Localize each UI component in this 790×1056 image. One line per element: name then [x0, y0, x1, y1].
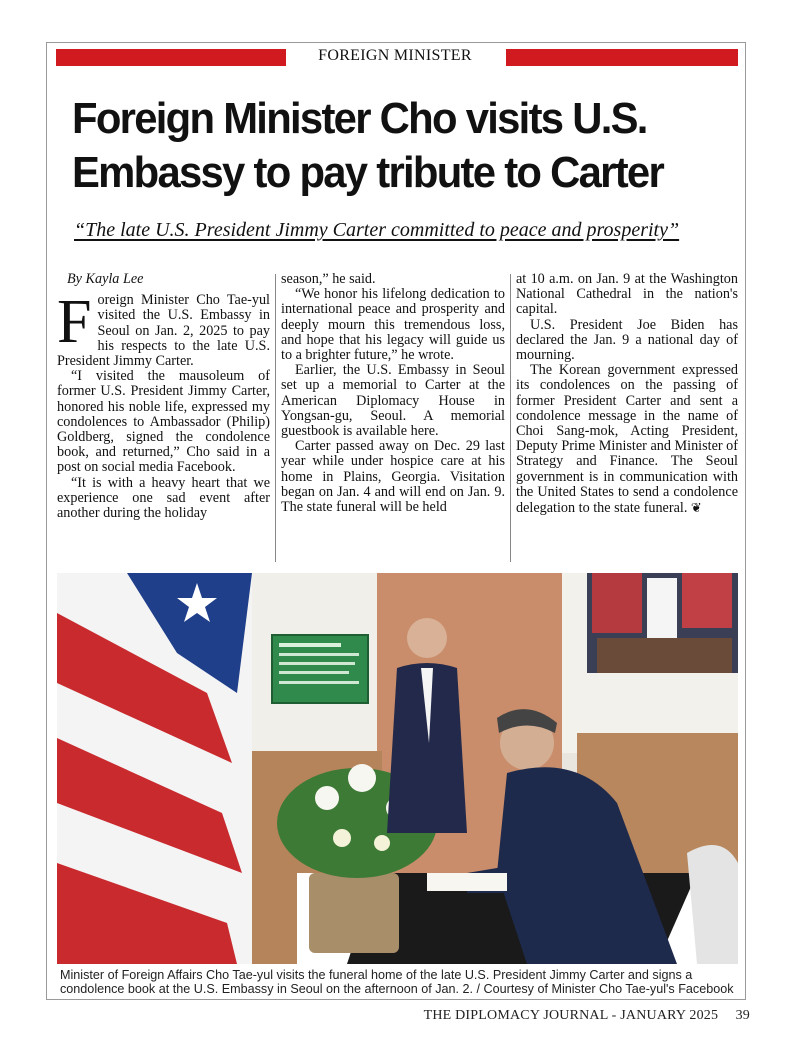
article-column-3 [516, 272, 738, 516]
column-rule-1 [275, 274, 276, 562]
section-bar-right [506, 49, 738, 66]
headline-line-1: Foreign Minister Cho visits U.S. [72, 94, 647, 143]
end-mark-icon: ❦ [690, 500, 702, 516]
section-bar-left [56, 49, 286, 66]
article-column-1 [57, 272, 270, 521]
subheadline: “The late U.S. President Jimmy Carter committed to peace and prosperity” [74, 219, 680, 241]
headline-line-2: Embassy to pay tribute to Carter [72, 148, 664, 197]
paragraph: Earlier, the U.S. Embassy in Seoul set up a memorial to Carter at the American Diplomacy House in Yongsan-gu, Seoul. A memorial guestbook is available here. [281, 362, 505, 440]
publication-name: THE DIPLOMACY JOURNAL - JANUARY 2025 [423, 1008, 719, 1023]
standing-person-head [407, 618, 447, 658]
section-label: FOREIGN MINISTER [318, 47, 472, 64]
paragraph-text: The Korean government expressed its condolences on the passing of former President Carter and sent a condolence message in the name of Choi Sang-mok, Acting President, Deputy Prime Minister and Minister of Strategy and Finance. The Seoul government is in communication with the United States to send a condolence delegation to the state funeral. [516, 362, 738, 517]
headline [72, 92, 699, 200]
byline: By Kayla Lee [67, 271, 144, 287]
paragraph: season,” he said. [281, 271, 376, 287]
paragraph: “It is with a heavy heart that we experience one sad event after another during the holiday [57, 474, 270, 522]
paragraph: at 10 a.m. on Jan. 9 at the Washington National Cathedral in the nation's capital. [516, 271, 738, 318]
paragraph: U.S. President Joe Biden has declared the Jan. 9 a national day of mourning. [516, 316, 738, 364]
page-footer [420, 1008, 750, 1024]
condolence-book [427, 873, 507, 891]
paragraph: “I visited the mausoleum of former U.S. President Jimmy Carter, honored his noble life, expressed my condolences to Ambassador (Philip) Goldberg, signed the condolence book, and returned,” Cho said in a post on social media Facebook. [57, 368, 270, 476]
paragraph: Carter passed away on Dec. 29 last year while under hospice care at his home in Plains, Georgia. Visitation began on Jan. 4 and will end on Jan. 9. The state funeral will be held [281, 438, 505, 516]
article-photo [57, 573, 738, 964]
lead-text: oreign Minister Cho Tae-yul visited the U.S. Embassy in Seoul on Jan. 2, 2025 to pay his respects to the late U.S. President Jimmy Carter. [57, 292, 270, 370]
page-number: 39 [735, 1008, 750, 1023]
photo-caption: Minister of Foreign Affairs Cho Tae-yul visits the funeral home of the late U.S. President Jimmy Carter and signs a condolence book at the U.S. Embassy in Seoul on the afternoon of Jan. 2. / Courtesy of Minister Cho Tae-yul's Facebook [60, 968, 734, 996]
lead-paragraph [57, 288, 270, 370]
article-column-2 [281, 272, 505, 515]
paragraph: “We honor his lifelong dedication to international peace and prosperity and deeply mourn this tremendous loss, and hope that his legacy will guide us to a brighter future,” he wrote. [281, 286, 505, 364]
column-rule-2 [510, 274, 511, 562]
paragraph [516, 363, 738, 516]
flower-basket [309, 873, 399, 953]
drop-cap: F [57, 288, 92, 357]
photo-illustration [57, 573, 738, 964]
